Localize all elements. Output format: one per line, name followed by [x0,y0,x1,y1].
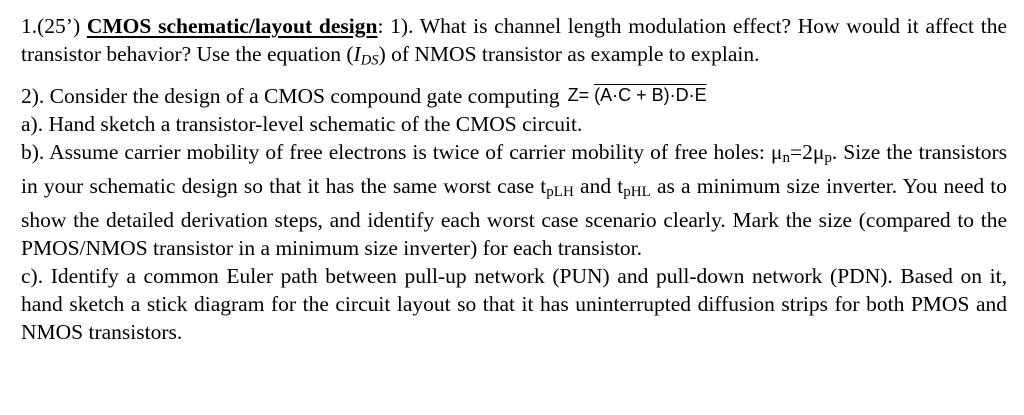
tplh-subscript: pLH [546,183,574,200]
question-2-intro [21,81,1007,110]
question-1 [21,12,1007,75]
boolean-formula [568,81,707,109]
question-2-part-c: c). Identify a common Euler path between pull-up network (PUN) and pull-down network (PDN). Based on it, hand sketch a stick diagram for the circuit layout so that it has uninterrupted diffusion strips for both PMOS and NMOS transistors. [21,263,1007,344]
part-b-text-2: =2μ [789,139,825,164]
part-b-text-5: as a minimum size inverter. You need to show the detailed derivation steps, and identify each worst case scenario clearly. Mark the size (compared to the PMOS/NMOS transistor in a minimum size inverter) for each transistor. [21,173,1008,260]
mu-n-subscript: n [782,149,790,166]
formula-prefix: Z= [567,84,595,105]
question-1-title: CMOS schematic/layout design [86,14,378,38]
part-b-text-3: . Size the transistors in your schematic design so that it has the same worst case t [21,139,1007,198]
question-2-part-b [21,138,1007,262]
question-2-part-a: a). Hand sketch a transistor-level schematic of the CMOS circuit. [21,111,583,136]
formula-overbar-expression: (A·C + B)·D·E [594,84,707,105]
question-1-text: : 1). What is channel length modulation effect? How would it affect the transistor behavior? Use the equation ( [21,14,1008,66]
ids-subscript: DS [360,52,379,69]
part-b-text-1: b). Assume carrier mobility of free electrons is twice of carrier mobility of free holes: μ [21,139,783,164]
mu-p-subscript: p [824,149,832,166]
question-1-number: 1.(25’) [21,14,81,38]
tphl-subscript: pHL [623,183,651,200]
ids-symbol: I [353,42,361,66]
question-1-text-end: ) of NMOS transistor as example to explain. [378,42,760,66]
question-2-intro-text: 2). Consider the design of a CMOS compound gate computing [21,83,560,108]
part-b-text-4: and t [573,173,624,198]
question-document [21,12,1007,346]
